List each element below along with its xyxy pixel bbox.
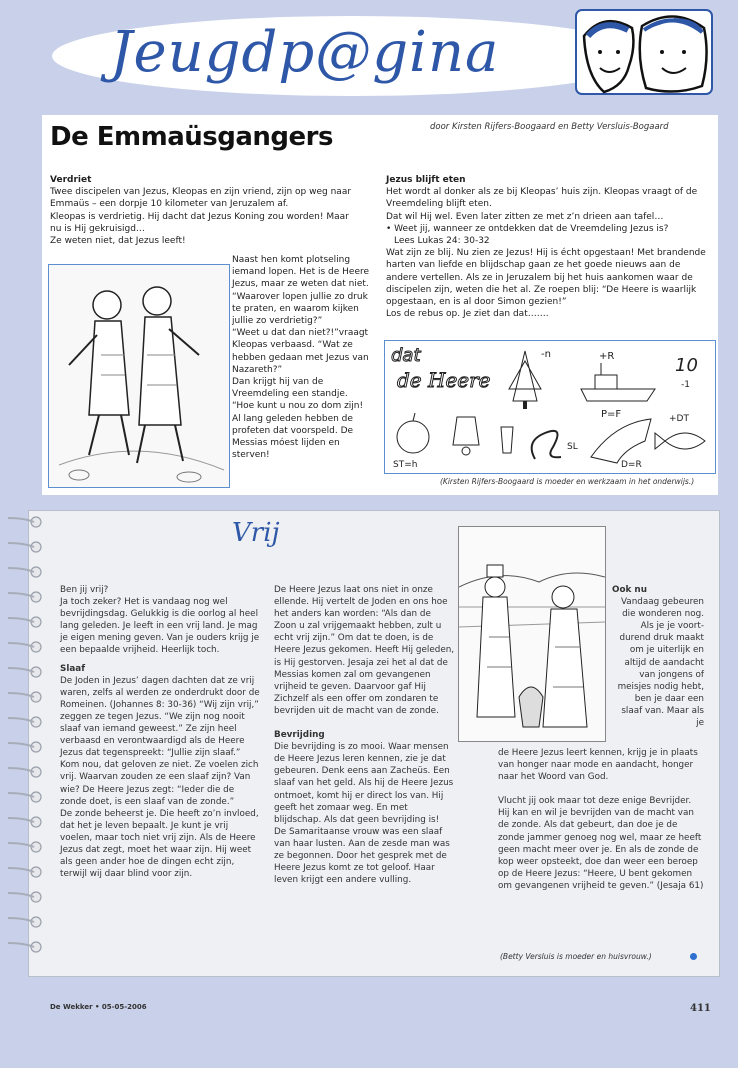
walking-disciples-illustration <box>48 264 230 488</box>
heading-slaaf: Slaaf <box>60 663 86 674</box>
paragraph: • Weet jij, wanneer ze ontdekken dat de Vreemdeling Jezus is? <box>386 223 669 234</box>
page-title: Jeugdp@gina <box>110 20 500 85</box>
paragraph: Vlucht jij ook maar tot deze enige Bevrijder. Hij kan en wil je bevrijden van de macht van de zonde. Als dat gebeurt, dan doe je de zonde jammer genoeg nog wel, maar ze heeft geen macht meer over je. En als de zonde de kop weer opsteekt, doe dan weer een beroep op de Heere Jezus: “Heere, U bent gekomen om gevangenen vrijheid te geven.” (Jesaja 61) <box>498 796 704 891</box>
end-dot-icon <box>690 953 697 960</box>
rebus-p-f: P=F <box>601 409 622 420</box>
paragraph: Die bevrijding is zo mooi. Waar mensen de Heere Jezus leren kennen, zie je dat gebeuren. Denk eens aan Zacheüs. Een slaaf van het geld. Als hij de Heere Jezus ontmoet, komt hij er direct los van. Hij geeft het zomaar weg. En met blijdschap. Als dat geen bevrijding is! De Samaritaanse vrouw was een slaaf van haar lusten. Aan de zesde man was ze begonnen. Door het gesprek met de Heere Jezus komt ze tot geloof. Haar leven krijgt een andere vulling. <box>274 742 454 886</box>
paragraph: de Heere Jezus leert kennen, krijg je in plaats van honger naar mode en aandacht, honger naar het Woord van God. <box>498 748 698 783</box>
rebus-minus-n: -n <box>541 349 551 360</box>
samaritan-woman-illustration <box>458 526 606 742</box>
paragraph: Kleopas is verdrietig. Hij dacht dat Jezus Koning zou worden! Maar nu is Hij gekruisigd… <box>50 211 349 234</box>
footer-publication: De Wekker • 05-05-2006 <box>50 1003 147 1011</box>
rebus-plus-dt: +DT <box>669 414 689 424</box>
page-header <box>0 0 738 100</box>
heading-verdriet: Verdriet <box>50 175 92 185</box>
heading-ook-nu: Ook nu <box>612 585 647 595</box>
rebus-sl: SL <box>567 442 578 452</box>
paragraph: Het wordt al donker als ze bij Kleopas’ huis zijn. Kleopas vraagt of de Vreemdeling blijft eten. <box>386 187 698 210</box>
paragraph: Dat wil Hij wel. Even later zitten ze met z’n drieen aan tafel… <box>386 211 664 222</box>
right-column <box>386 174 712 320</box>
notebook-col-3-bottom <box>498 747 704 892</box>
rebus-word-heere: de Heere <box>397 368 491 392</box>
heading-jezus-blijft-eten: Jezus blijft eten <box>386 175 466 185</box>
paragraph: Twee discipelen van Jezus, Kleopas en zijn vriend, zijn op weg naar Emmaüs – een dorpje 10 kilometer van Jeruzalem af. <box>50 187 352 210</box>
rebus-ten: 10 <box>675 355 698 376</box>
rebus-minus-one: -1 <box>681 380 690 390</box>
paragraph: Ben jij vrij? Ja toch zeker? Het is vandaag nog wel bevrijdingsdag. Gelukkig is die oorlog al heel lang geleden. Je leeft in een vrij land. Je mag je eigen mening geven. Van je ouders krijg je een bepaalde vrijheid. Heerlijk toch. <box>60 585 260 656</box>
page-number: 411 <box>690 1003 711 1014</box>
notebook-col-3-top <box>612 584 704 729</box>
paragraph: Lees Lukas 24: 30-32 <box>394 236 490 247</box>
spiral-rings-icon <box>0 510 60 975</box>
article-byline: door Kirsten Rijfers-Boogaard en Betty Versluis-Bogaard <box>430 122 669 132</box>
article-title: De Emmaüsgangers <box>50 122 333 152</box>
paragraph: Ze weten niet, dat Jezus leeft! <box>50 236 186 247</box>
heading-bevrijding: Bevrijding <box>274 730 325 741</box>
rebus-d-r: D=R <box>621 460 642 470</box>
rebus-word-dat: dat <box>391 345 421 366</box>
faces-illustration-icon <box>574 6 714 98</box>
paragraph: Los de rebus op. Je ziet dan dat……. <box>386 309 549 320</box>
paragraph: Wat zijn ze blij. Nu zien ze Jezus! Hij is écht opgestaan! Met brandende harten van liefde en blijdschap gaan ze het goede nieuws aan de andere vertellen. Als ze in Jeruzalem bij het huis aankomen waar de discipelen zijn, weten die het al. Ze roepen blij: “De Heere is waarlijk opgestaan, en is al door Simon gezien!” <box>386 248 706 308</box>
rebus-plus-r: +R <box>599 351 615 362</box>
paragraph: De Joden in Jezus’ dagen dachten dat ze vrij waren, zelfs al werden ze onderdrukt door de Romeinen. (Johannes 8: 30-36) “Wij zijn vrij,” zeggen ze tegen Jezus. “We zijn nog nooit slaaf van iemand geweest.” Ze zijn heel verbaasd en verontwaardigd als de Heere Jezus dat tegenspreekt: “Jullie zijn slaaf.” Kom nou, dat geloven ze niet. Ze voelen zich vrij. Waarvan zouden ze een slaaf zijn? Van wie? De Heere Jezus zegt: “Ieder die de zonde doet, is een slaaf van de zonde.” De zonde beheerst je. Die heeft zo’n invloed, dat het je leven bepaalt. Je kunt je vrij voelen, maar toch niet vrij zijn. Als de Heere Jezus dat zegt, moet het waar zijn. Hij weet als geen ander hoe de dingen echt zijn, terwijl wij daar blind voor zijn. <box>60 675 260 880</box>
left-intro <box>50 174 360 247</box>
paragraph: De Heere Jezus laat ons niet in onze ellende. Hij vertelt de Joden en ons hoe het anders kan worden: “Als dan de Zoon u zal vrijgemaakt hebben, zult u echt vrij zijn.” Om dat te doen, is de Heere Jezus gekomen. Heeft Hij geleden, is Hij gestorven. Jesaja zei het al dat de Messias komen zal om gevangenen vrijheid te geven. Daarvoor gaf Hij Zichzelf als een offer om zondaren te bevrijden uit de macht van de zonde. <box>274 585 455 716</box>
notebook-title: Vrij <box>232 518 280 548</box>
beside-text: Naast hen komt plotseling iemand lopen. Het is de Heere Jezus, maar ze weten dat niet. “Waarover lopen jullie zo druk te praten, en waarom kijken jullie zo verdrietig?” “Weet u dat dan niet?!”vraagt Kleopas verbaasd. “Wat ze hebben gedaan met Jezus van Nazareth?” Dan krijgt hij van de Vreemdeling een standje. “Hoe kunt u nou zo dom zijn! Al lang geleden hebben de profeten dat voorspeld. De Messias móest lijden en sterven! <box>232 255 370 461</box>
rebus-st-h: ST=h <box>393 460 418 470</box>
paragraph: Vandaag gebeuren die wonderen nog. Als je je voort-durend druk maakt om je uiterlijk en altijd de aandacht van jongens of meisjes nodig hebt, ben je daar een slaaf van. Maar als je <box>617 597 704 729</box>
rebus-puzzle <box>384 340 716 474</box>
notebook-col-2 <box>274 584 456 886</box>
article-credit: (Kirsten Rijfers-Boogaard is moeder en werkzaam in het onderwijs.) <box>440 477 695 486</box>
notebook-credit: (Betty Versluis is moeder en huisvrouw.) <box>500 952 652 961</box>
notebook-col-1 <box>60 584 260 880</box>
